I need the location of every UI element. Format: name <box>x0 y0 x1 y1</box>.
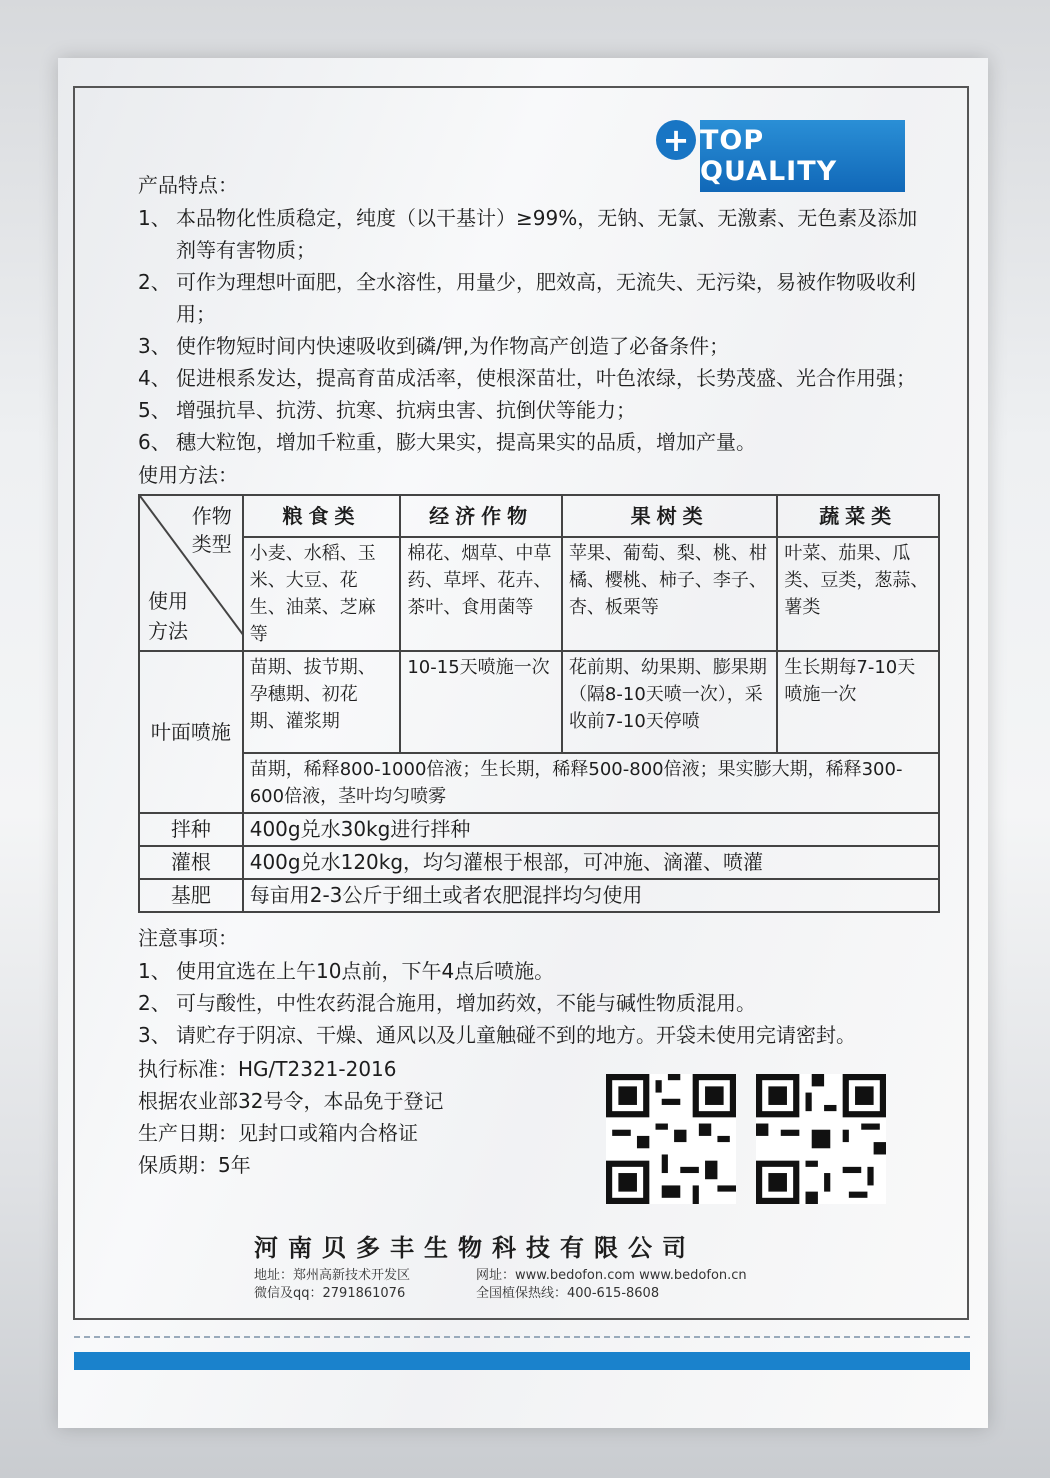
blue-stripe <box>74 1352 970 1370</box>
qr-code-right-icon <box>756 1074 886 1204</box>
foliar-cell: 生长期每7-10天喷施一次 <box>777 651 939 753</box>
features-list <box>138 202 938 458</box>
usage-title: 使用方法： <box>138 463 238 487</box>
foliar-cell: 花前期、幼果期、膨果期（隔8-10天喷一次），采收前7-10天停喷 <box>562 651 777 753</box>
row-value: 400g兑水120kg，均匀灌根于根部，可冲施、滴灌、喷灌 <box>243 846 939 879</box>
note-item: 1、 使用宜选在上午10点前，下午4点后喷施。 <box>138 959 555 983</box>
plus-icon: + <box>656 120 696 160</box>
info-line: 保质期：5年 <box>138 1153 251 1177</box>
corner-top-label: 作物 类型 <box>191 504 232 556</box>
crop-cell: 叶菜、茄果、瓜类、豆类，葱蒜、薯类 <box>777 537 939 651</box>
row-value: 400g兑水30kg进行拌种 <box>243 813 939 846</box>
feature-item: 4、 促进根系发达，提高育苗成活率，使根深苗壮，叶色浓绿，长势茂盛、光合作用强； <box>138 366 916 390</box>
header-cell: 经济作物 <box>400 495 562 537</box>
feature-item: 6、 穗大粒饱，增加千粒重，膨大果实，提高果实的品质，增加产量。 <box>138 430 756 454</box>
main-content <box>138 168 938 1181</box>
seal-dashed-line <box>74 1336 970 1338</box>
company-name: 河南贝多丰生物科技有限公司 <box>254 1234 696 1262</box>
features-title: 产品特点： <box>138 173 238 197</box>
row-value: 每亩用2-3公斤于细土或者农肥混拌均匀使用 <box>243 879 939 912</box>
company-hotline: 全国植保热线：400-615-8608 <box>476 1286 660 1301</box>
crop-cell: 苹果、葡萄、梨、桃、柑橘、樱桃、柿子、李子、杏、板栗等 <box>562 537 777 651</box>
feature-item: 3、 使作物短时间内快速吸收到磷/钾,为作物高产创造了必备条件； <box>138 334 730 358</box>
company-wechat: 微信及qq：2791861076 <box>254 1286 406 1301</box>
usage-table <box>138 494 940 913</box>
crop-cell: 小麦、水稻、玉米、大豆、花生、油菜、芝麻等 <box>243 537 401 651</box>
foliar-cell: 10-15天喷施一次 <box>400 651 562 753</box>
qr-code-left-icon <box>606 1074 736 1204</box>
row-label: 灌根 <box>139 846 243 879</box>
foliar-label: 叶面喷施 <box>139 651 243 813</box>
feature-item: 2、 可作为理想叶面肥，全水溶性，用量少，肥效高，无流失、无污染，易被作物吸收利用； <box>138 270 916 326</box>
foliar-cell: 苗期、拔节期、孕穗期、初花期、灌浆期 <box>243 651 401 753</box>
crop-cell: 棉花、烟草、中草药、草坪、花卉、茶叶、食用菌等 <box>400 537 562 651</box>
top-quality-badge: TOP QUALITY <box>700 120 905 192</box>
info-line: 生产日期：见封口或箱内合格证 <box>138 1121 418 1145</box>
header-cell: 粮食类 <box>243 495 401 537</box>
row-label: 基肥 <box>139 879 243 912</box>
info-line: 根据农业部32号令，本品免于登记 <box>138 1089 444 1113</box>
feature-item: 1、 本品物化性质稳定，纯度（以干基计）≥99%，无钠、无氯、无激素、无色素及添加剂等有害物质； <box>138 206 918 262</box>
row-label: 拌种 <box>139 813 243 846</box>
dilution-cell: 苗期，稀释800-1000倍液；生长期，稀释500-800倍液；果实膨大期，稀释300-600倍液，茎叶均匀喷雾 <box>243 753 939 813</box>
info-line: 执行标准：HG/T2321-2016 <box>138 1057 397 1081</box>
corner-bottom-label: 使用 方法 <box>148 589 188 643</box>
header-cell: 蔬菜类 <box>777 495 939 537</box>
notes-title: 注意事项： <box>138 926 238 950</box>
feature-item: 5、 增强抗旱、抗涝、抗寒、抗病虫害、抗倒伏等能力； <box>138 398 636 422</box>
header-cell: 果树类 <box>562 495 777 537</box>
table-corner-cell <box>139 495 243 651</box>
company-address: 地址：郑州高新技术开发区 <box>254 1268 411 1283</box>
note-item: 3、 请贮存于阴凉、干燥、通风以及儿童触碰不到的地方。开袋未使用完请密封。 <box>138 1023 856 1047</box>
note-item: 2、 可与酸性，中性农药混合施用，增加药效，不能与碱性物质混用。 <box>138 991 756 1015</box>
company-website: 网址：www.bedofon.com www.bedofon.cn <box>476 1268 747 1283</box>
